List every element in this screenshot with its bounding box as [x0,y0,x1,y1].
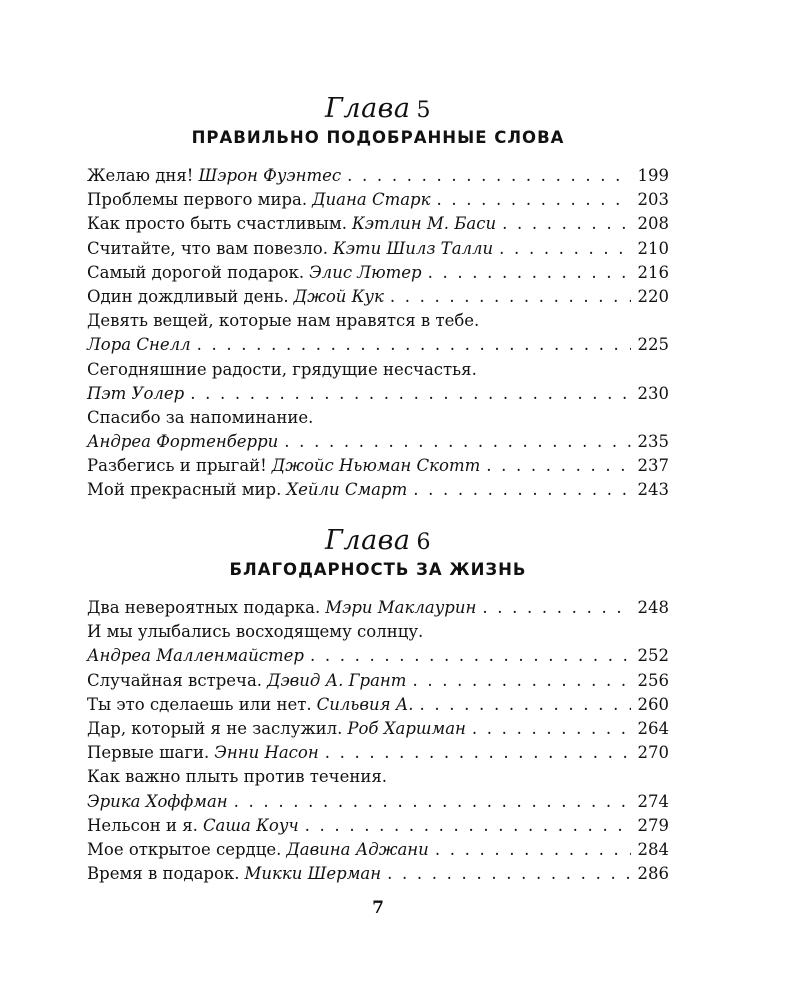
toc-entry-author-line[interactable] [87,382,669,406]
toc-entry-title-line[interactable] [87,309,669,333]
toc-entry[interactable] [87,862,669,886]
entry-author: Микки Шерман [244,864,382,884]
dot-leader [413,478,631,502]
entry-author: Джой Кук [293,286,384,306]
entry-author: Давина Аджани [286,839,429,859]
entry-author: Роб Харшман [347,718,466,738]
entry-page-number: 220 [637,286,669,306]
toc-entry[interactable] [87,261,669,285]
entry-author: Джойс Ньюман Скотт [271,456,481,476]
dot-leader [502,212,631,236]
entry-page-number: 264 [637,718,669,738]
entry-author: Андреа Малленмайстер [87,646,304,666]
toc-entry-title-line[interactable] [87,358,669,382]
entry-title: Сегодняшние радости, грядущие несчастья. [87,359,477,379]
dot-leader [420,693,632,717]
dot-leader [190,382,631,406]
chapter-heading [87,524,669,558]
entry-page-number: 252 [637,646,669,666]
dot-leader [486,454,631,478]
entry-title: Девять вещей, которые нам нравятся в тебе. [87,311,480,331]
entry-page-number: 260 [637,694,669,714]
entry-title: Желаю дня! [87,166,194,185]
dot-leader [412,669,631,693]
entry-page-number: 235 [637,432,669,452]
entry-title: Мое открытое сердце. [87,839,282,859]
entry-title: Самый дорогой подарок. [87,262,305,282]
entry-author: Мэри Маклаурин [325,598,477,617]
entry-title: Время в подарок. [87,864,240,884]
entry-page-number: 279 [637,815,669,835]
page-number: 7 [372,898,384,918]
dot-leader [435,838,631,862]
entry-author: Кэтлин М. Баси [351,214,497,234]
toc-entry-title-line[interactable] [87,765,669,789]
entry-author: Диана Старк [312,190,431,210]
entry-author: Сильвия А. [316,694,414,714]
chapter-6-section [87,524,669,886]
dot-leader [499,237,631,261]
entry-title: Проблемы первого мира. [87,190,308,210]
contents-page [87,0,669,1000]
toc-entry-title-line[interactable] [87,620,669,644]
dot-leader [472,717,631,741]
dot-leader [284,430,631,454]
toc-entry-author-line[interactable] [87,430,669,454]
entry-page-number: 243 [637,480,669,500]
entry-author: Андреа Фортенберри [87,432,279,452]
entry-page-number: 270 [637,743,669,763]
entry-author: Элис Лютер [309,262,422,282]
dot-leader [310,644,631,668]
chapter-subtitle: БЛАГОДАРНОСТЬ ЗА ЖИЗНЬ [229,560,527,579]
entry-page-number: 199 [637,166,669,185]
entry-title: Нельсон и я. [87,815,198,835]
dot-leader [325,741,631,765]
entry-title: Мой прекрасный мир. [87,480,282,500]
entry-page-number: 237 [637,456,669,476]
dot-leader [305,814,631,838]
entry-author: Саша Коуч [202,815,299,835]
entry-title: Случайная встреча. [87,670,263,690]
toc-entry-author-line[interactable] [87,644,669,668]
entry-page-number: 286 [637,864,669,884]
chapter-heading-word: Глава [325,525,411,556]
chapter-subtitle: ПРАВИЛЬНО ПОДОБРАННЫЕ СЛОВА [191,128,565,147]
entry-author: Кэти Шилз Талли [332,238,494,258]
entry-title: Спасибо за напоминание. [87,407,314,427]
entry-page-number: 256 [637,670,669,690]
toc-entry[interactable] [87,164,669,188]
entry-author: Лора Снелл [87,335,191,355]
entry-title: Разбегись и прыгай! [87,456,267,476]
dot-leader [197,333,631,357]
entry-author: Шэрон Фуэнтес [198,166,342,185]
toc-entry[interactable] [87,237,669,261]
toc-entry[interactable] [87,285,669,309]
entry-title: И мы улыбались восходящему солнцу. [87,622,424,642]
entry-page-number: 208 [637,214,669,234]
toc-entries [87,596,669,886]
entry-page-number: 225 [637,335,669,355]
toc-entries [87,164,669,503]
entry-page-number: 230 [637,383,669,403]
entry-page-number: 210 [637,238,669,258]
dot-leader [482,596,631,620]
toc-entry[interactable] [87,212,669,236]
entry-title: Как важно плыть против течения. [87,767,387,787]
entry-page-number: 284 [637,839,669,859]
toc-entry[interactable] [87,669,669,693]
chapter-heading-word: Глава [325,93,411,124]
toc-entry[interactable] [87,454,669,478]
entry-title: Первые шаги. [87,743,210,763]
entry-author: Пэт Уолер [87,383,185,403]
chapter-number: 6 [416,530,431,555]
entry-author: Дэвид А. Грант [267,670,407,690]
entry-author: Эрика Хоффман [87,791,228,811]
dot-leader [436,188,631,212]
entry-page-number: 203 [637,190,669,210]
entry-page-number: 248 [637,598,669,617]
toc-entry[interactable] [87,596,669,620]
entry-title: Считайте, что вам повезло. [87,238,328,258]
toc-entry[interactable] [87,741,669,765]
entry-title: Ты это сделаешь или нет. [87,694,312,714]
toc-entry-author-line[interactable] [87,790,669,814]
toc-entry[interactable] [87,717,669,741]
toc-entry-title-line[interactable] [87,406,669,430]
entry-title: Как просто быть счастливым. [87,214,347,234]
toc-entry[interactable] [87,188,669,212]
chapter-heading [87,92,669,126]
toc-entry[interactable] [87,838,669,862]
toc-entry-author-line[interactable] [87,333,669,357]
dot-leader [428,261,631,285]
toc-entry[interactable] [87,478,669,502]
chapter-5-section [87,92,669,503]
entry-title: Дар, который я не заслужил. [87,718,343,738]
toc-entry[interactable] [87,693,669,717]
dot-leader [387,862,631,886]
dot-leader [390,285,631,309]
entry-author: Энни Насон [214,743,319,763]
entry-title: Один дождливый день. [87,286,289,306]
entry-page-number: 216 [637,262,669,282]
entry-title: Два невероятных подарка. [87,598,321,617]
entry-author: Хейли Смарт [286,480,408,500]
toc-entry[interactable] [87,814,669,838]
entry-page-number: 274 [637,791,669,811]
dot-leader [347,164,631,188]
dot-leader [234,790,631,814]
chapter-number: 5 [416,98,431,123]
